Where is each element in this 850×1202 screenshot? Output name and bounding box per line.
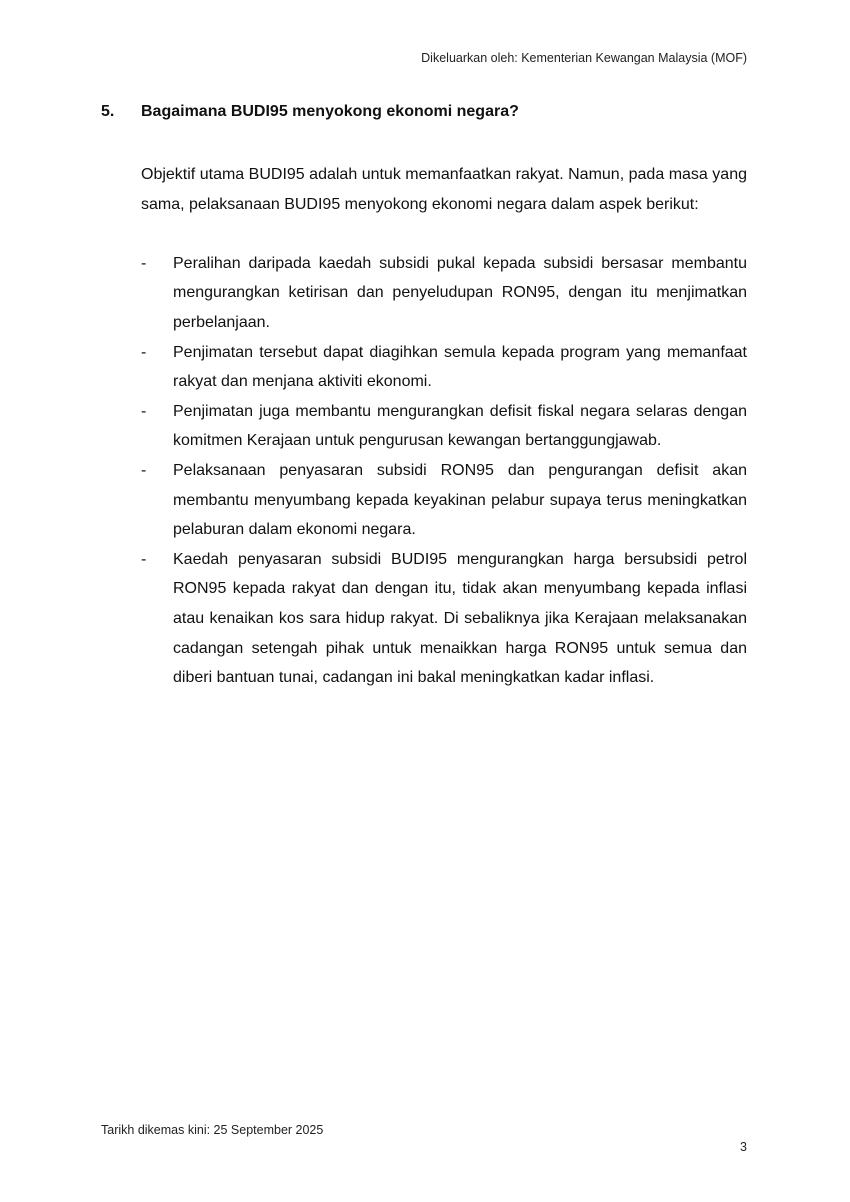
bullet-list <box>141 249 747 693</box>
bullet-dash: - <box>141 550 147 568</box>
bullet-text: Penjimatan tersebut dapat diagihkan semula kepada program yang memanfaat rakyat dan menjana aktiviti ekonomi. <box>173 343 747 391</box>
bullet-item <box>141 397 747 456</box>
bullet-dash: - <box>141 343 147 361</box>
section-heading <box>101 103 519 121</box>
bullet-text: Kaedah penyasaran subsidi BUDI95 mengurangkan harga bersubsidi petrol RON95 kepada rakyat dan dengan itu, tidak akan menyumbang kepada inflasi atau kenaikan kos sara hidup rakyat. Di sebaliknya jika Kerajaan melaksanakan cadangan setengah pihak untuk menaikkan harga RON95 untuk semua dan diberi bantuan tunai, cadangan ini bakal meningkatkan kadar inflasi. <box>173 550 747 687</box>
footer-updated-date: Tarikh dikemas kini: 25 September 2025 <box>101 1123 324 1137</box>
bullet-item <box>141 456 747 545</box>
bullet-dash: - <box>141 254 147 272</box>
bullet-item <box>141 338 747 397</box>
intro-paragraph: Objektif utama BUDI95 adalah untuk memanfaatkan rakyat. Namun, pada masa yang sama, pelaksanaan BUDI95 menyokong ekonomi negara dalam aspek berikut: <box>141 166 747 213</box>
section-title: Bagaimana BUDI95 menyokong ekonomi negara? <box>141 103 519 120</box>
bullet-dash: - <box>141 402 147 420</box>
bullet-dash: - <box>141 461 147 479</box>
section-content <box>141 160 747 693</box>
bullet-text: Penjimatan juga membantu mengurangkan defisit fiskal negara selaras dengan komitmen Kerajaan untuk pengurusan kewangan bertanggungjawab. <box>173 402 747 450</box>
bullet-text: Pelaksanaan penyasaran subsidi RON95 dan pengurangan defisit akan membantu menyumbang kepada keyakinan pelabur supaya terus meningkatkan pelaburan dalam ekonomi negara. <box>173 461 747 539</box>
bullet-text: Peralihan daripada kaedah subsidi pukal kepada subsidi bersasar membantu mengurangkan ketirisan dan penyeludupan RON95, dengan itu menjimatkan perbelanjaan. <box>173 254 747 331</box>
page-number: 3 <box>740 1140 747 1154</box>
section-number: 5. <box>101 103 115 120</box>
header-issuer: Dikeluarkan oleh: Kementerian Kewangan Malaysia (MOF) <box>421 51 747 65</box>
bullet-item <box>141 249 747 338</box>
bullet-item <box>141 545 747 693</box>
